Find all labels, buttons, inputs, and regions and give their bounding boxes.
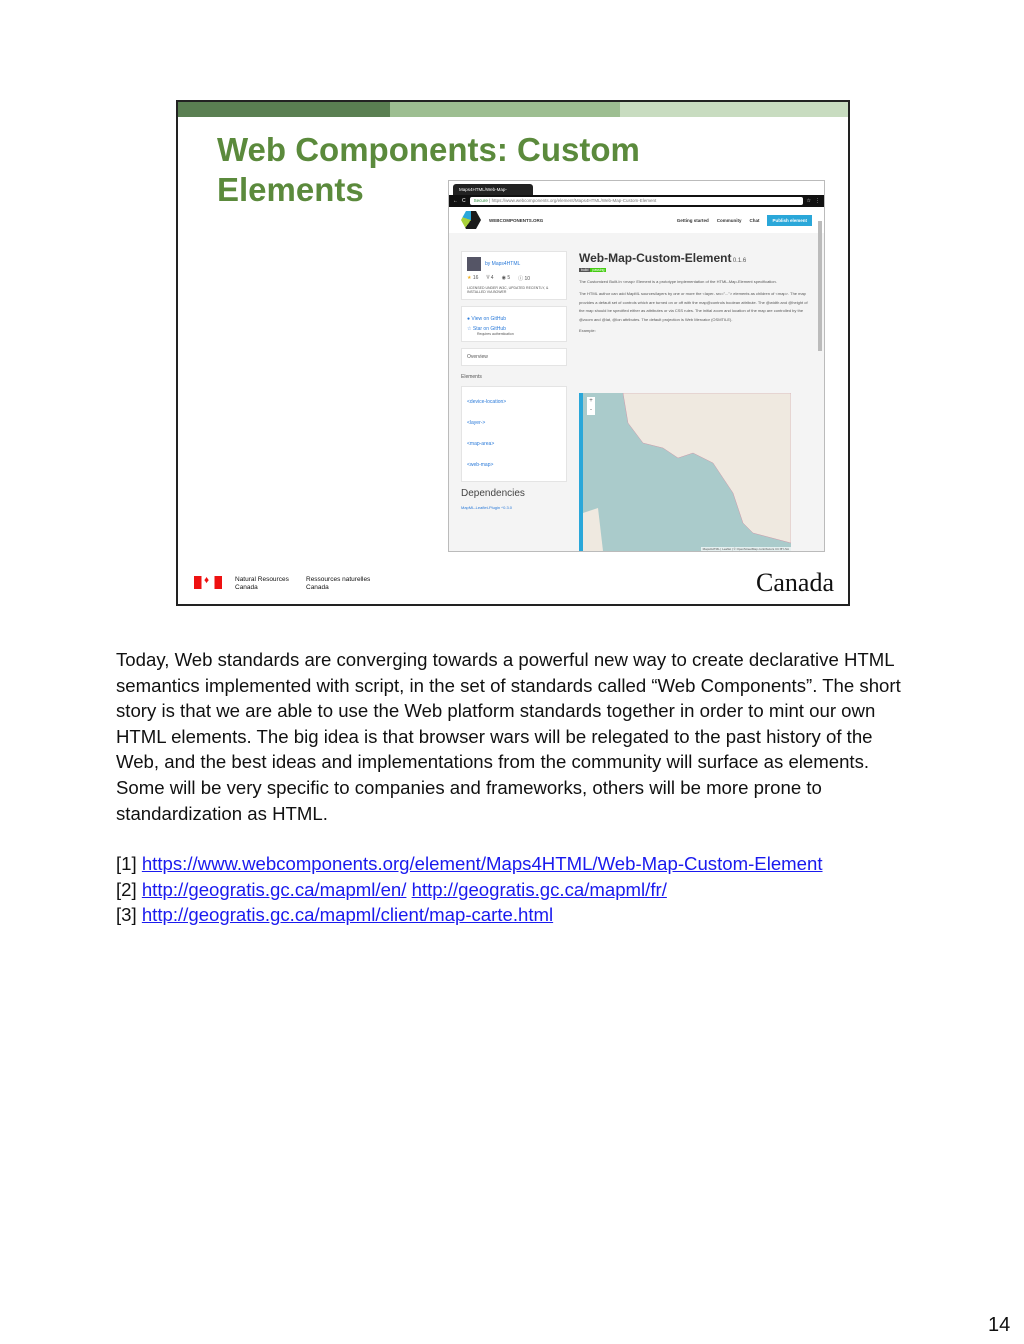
site-name: WEBCOMPONENTS.ORG bbox=[489, 217, 544, 223]
references bbox=[116, 851, 916, 928]
stat-stars: ★ 16 bbox=[467, 275, 479, 281]
canada-wordmark: Canada bbox=[756, 568, 834, 597]
slide-title: Web Components: Custom Elements bbox=[217, 131, 640, 208]
header-bar-dark bbox=[178, 102, 390, 117]
reference-link[interactable]: http://geogratis.gc.ca/mapml/fr/ bbox=[411, 878, 667, 900]
dept-name-en: Natural Resources Canada bbox=[235, 576, 289, 591]
canada-flag-icon: ♦ bbox=[194, 576, 222, 589]
browser-tab: Maps4HTML/Web-Map- bbox=[453, 184, 533, 195]
zoom-controls: + - bbox=[587, 397, 595, 415]
star-sub: Requires authentication bbox=[477, 332, 514, 336]
description-2: The HTML author can add MapML sources/layers by one or more the <layer- src="..."> elements as children of <map>. The map provides a default set of controls which are turned on or off with the map@controls boolean attribute. The @width and @height of the map should be specified either as attributes or via CSS rules. The initial zoom and location of the map are controlled by the @zoom and @lat, @lon attributes. The default projection is Web Mercator (OSMTILE). bbox=[579, 291, 808, 322]
nav-chat: Chat bbox=[749, 217, 760, 223]
element-link: <map-area> bbox=[467, 441, 495, 447]
reference-link[interactable]: https://www.webcomponents.org/element/Maps4HTML/Web-Map-Custom-Element bbox=[141, 853, 823, 875]
scrollbar bbox=[818, 221, 822, 351]
nav-getting-started: Getting started bbox=[676, 217, 709, 223]
menu-icon: ⋮ bbox=[815, 198, 820, 204]
site-nav bbox=[449, 207, 824, 233]
africa-map bbox=[583, 393, 791, 551]
reload-icon: C bbox=[462, 198, 466, 204]
dependency-link: MapML-Leaflet-Plugin ^0.3.0 bbox=[461, 505, 513, 510]
header-bar-mid bbox=[390, 102, 620, 117]
element-main bbox=[579, 251, 811, 333]
reference-link[interactable]: http://geogratis.gc.ca/mapml/en/ bbox=[141, 878, 407, 900]
url-text: https://www.webcomponents.org/element/Maps4HTML/Web-Map-Custom-Element bbox=[491, 198, 657, 203]
version: 0.1.6 bbox=[732, 258, 747, 264]
dependencies-heading: Dependencies bbox=[461, 488, 525, 499]
back-icon: ← bbox=[453, 198, 458, 204]
stat-forks: Ⴤ 4 bbox=[486, 275, 494, 281]
example-map bbox=[579, 393, 791, 551]
map-attribution: Maps4HTML | Leaflet | © OpenStreetMap contributors CC BY-SA bbox=[702, 547, 789, 551]
nav-community: Community bbox=[716, 217, 742, 223]
license-text: LICENSED UNDER W3C, UPDATED RECENTLY, & INSTALLED VIA BOWER bbox=[467, 286, 549, 294]
stat-issues: ⓘ 10 bbox=[518, 276, 531, 282]
browser-screenshot bbox=[448, 180, 825, 552]
reference-3: [3] http://geogratis.gc.ca/mapml/client/map-carte.html bbox=[116, 904, 554, 926]
publish-button: Publish element bbox=[767, 215, 812, 226]
build-status: passing bbox=[592, 268, 605, 272]
star-icon: ☆ bbox=[806, 198, 811, 204]
element-link: <layer-> bbox=[467, 420, 486, 426]
reference-1: [1] https://www.webcomponents.org/element/Maps4HTML/Web-Map-Custom-Element bbox=[116, 853, 823, 875]
dept-name-fr: Ressources naturelles Canada bbox=[306, 576, 371, 591]
webcomponents-logo bbox=[461, 211, 481, 229]
page-number: 14 bbox=[988, 1314, 1011, 1336]
sidebar bbox=[461, 251, 567, 510]
notes-paragraph: Today, Web standards are converging towards a powerful new way to create declarative HTML semantics implemented with script, in the set of standards called “Web Components”. The short story is that we are able to use the Web platform standards together in order to mint our own HTML elements. The big idea is that browser wars will be relegated to the past history of the Web, and the best ideas and implementations from the community will surface as elements. Some will be very specific to companies and frameworks, others will be more prone to standardization as HTML. bbox=[116, 649, 901, 824]
elements-heading: Elements bbox=[461, 374, 482, 380]
element-link: <device-location> bbox=[467, 399, 507, 405]
secure-label: Secure bbox=[473, 198, 488, 203]
element-link: <web-map> bbox=[467, 462, 494, 468]
reference-2: [2] http://geogratis.gc.ca/mapml/en/ http://geogratis.gc.ca/mapml/fr/ bbox=[116, 878, 667, 900]
build-badge: build bbox=[581, 268, 589, 272]
header-bar-light bbox=[620, 102, 850, 117]
slide bbox=[176, 100, 850, 606]
view-github-link: ● View on GitHub bbox=[467, 316, 507, 322]
description-1: The Customized Built-In <map> Element is a prototype implementation of the HTML-Map-Element specification. bbox=[579, 279, 777, 284]
avatar bbox=[467, 257, 481, 271]
star-github-link: ☆ Star on GitHub bbox=[467, 326, 506, 332]
element-title: Web-Map-Custom-Element bbox=[579, 251, 732, 265]
address-bar: ← C Secure | https://www.webcomponents.org/element/Maps4HTML/Web-Map-Custom-Element ☆ ⋮ bbox=[449, 195, 824, 207]
overview-link: Overview bbox=[461, 348, 567, 366]
slide-footer bbox=[178, 554, 848, 604]
author-link: by Maps4HTML bbox=[485, 261, 521, 267]
stat-watchers: ◉ 5 bbox=[501, 275, 511, 281]
reference-link[interactable]: http://geogratis.gc.ca/mapml/client/map-carte.html bbox=[141, 904, 554, 926]
example-label: Example: bbox=[579, 328, 596, 333]
speaker-notes bbox=[116, 647, 916, 928]
